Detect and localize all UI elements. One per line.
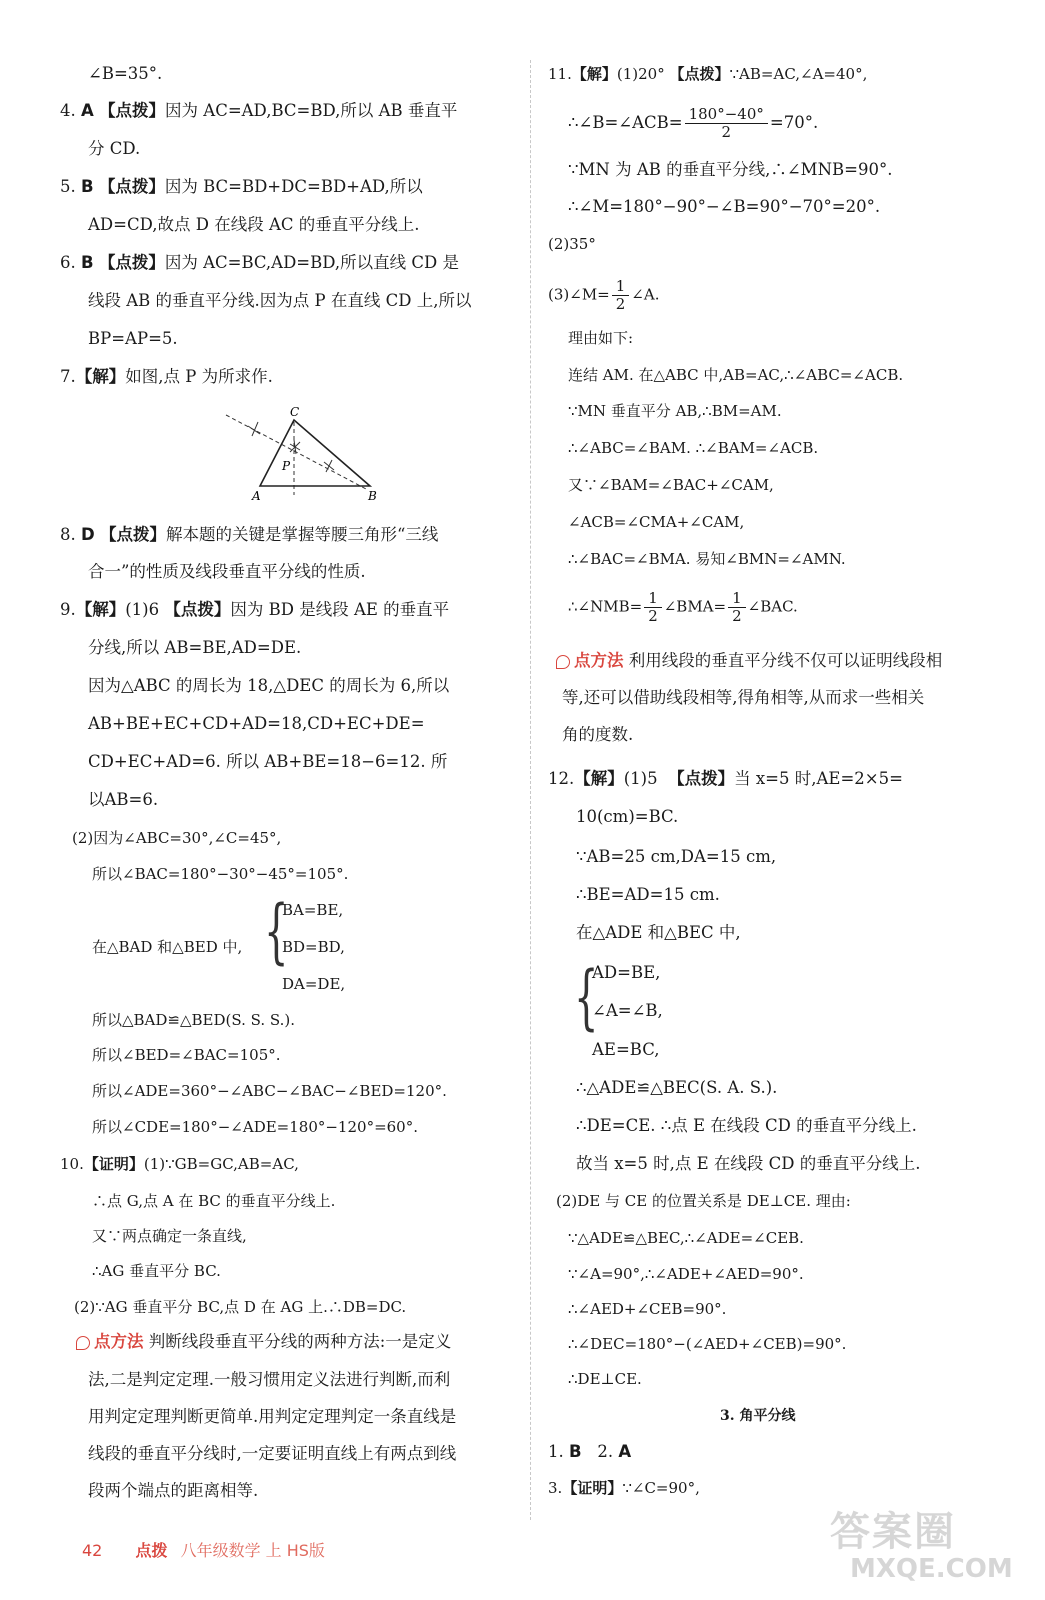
- q12-line: ∴∠DEC=180°−(∠AED+∠CEB)=90°.: [568, 1335, 847, 1353]
- q12-line: ∵∠A=90°,∴∠ADE+∠AED=90°.: [568, 1265, 804, 1283]
- question-4: 4. A 【点拨】因为 AC=AD,BC=BD,所以 AB 垂直平: [60, 101, 458, 120]
- q11-line: 连结 AM. 在△ABC 中,AB=AC,∴∠ABC=∠ACB.: [568, 366, 904, 384]
- q9-line: 所以△BAD≌△BED(S. S. S.).: [92, 1011, 296, 1029]
- q12-part2: (2)DE 与 CE 的位置关系是 DE⊥CE. 理由:: [556, 1192, 851, 1210]
- q9-line: 所以∠CDE=180°−∠ADE=180°−120°=60°.: [92, 1118, 418, 1136]
- question-11: 11.【解】(1)20° 【点拨】∵AB=AC,∠A=40°,: [548, 65, 868, 83]
- q9-line: AB+BE+EC+CD+AD=18,CD+EC+DE=: [88, 714, 425, 733]
- brace: {: [574, 956, 599, 1038]
- q9-line: 分线,所以 AB=BE,AD=DE.: [88, 638, 302, 657]
- condition: BD=BD,: [282, 938, 345, 956]
- question-5: 5. B 【点拨】因为 BC=BD+DC=BD+AD,所以: [60, 177, 423, 196]
- answer-line: ∠B=35°.: [88, 64, 163, 83]
- q9-line: 因为△ABC 的周长为 18,△DEC 的周长为 6,所以: [88, 676, 450, 695]
- q11-part2: (2)35°: [548, 235, 596, 253]
- q9-line: CD+EC+AD=6. 所以 AB+BE=18−6=12. 所: [88, 752, 448, 771]
- condition: AE=BC,: [592, 1040, 660, 1059]
- q12-line: ∴DE=CE. ∴点 E 在线段 CD 的垂直平分线上.: [576, 1116, 917, 1135]
- question-6: 6. B 【点拨】因为 AC=BC,AD=BD,所以直线 CD 是: [60, 253, 459, 272]
- arc-mark: [324, 460, 334, 472]
- q11-line: ∴∠M=180°−90°−∠B=90°−70°=20°.: [568, 197, 881, 216]
- condition: DA=DE,: [282, 975, 346, 993]
- question-6-cont: BP=AP=5.: [88, 329, 178, 348]
- triangle-abc: [260, 420, 370, 486]
- q12-line: 10(cm)=BC.: [576, 807, 679, 826]
- q9-line: 所以∠BED=∠BAC=105°.: [92, 1046, 281, 1064]
- q12-line: ∵△ADE≌△BEC,∴∠ADE=∠CEB.: [568, 1229, 804, 1247]
- question-5-cont: AD=CD,故点 D 在线段 AC 的垂直平分线上.: [88, 215, 420, 234]
- question-12: 12.【解】(1)5 【点拨】当 x=5 时,AE=2×5=: [548, 769, 903, 788]
- q12-line: 故当 x=5 时,点 E 在线段 CD 的垂直平分线上.: [576, 1154, 921, 1173]
- q11-fraction-line: ∴∠B=∠ACB= $\frac{180^\circ-40^\circ}{2}$ =70°.: [568, 105, 819, 141]
- q9-part2: (2)因为∠ABC=30°,∠C=45°,: [72, 829, 282, 847]
- tip-icon: [76, 1336, 90, 1350]
- q10-line: 又∵两点确定一条直线,: [92, 1227, 247, 1245]
- brace: {: [264, 890, 289, 972]
- tip-line: 等,还可以借助线段相等,得角相等,从而求一些相关: [562, 688, 925, 707]
- q11-line: 理由如下:: [568, 329, 634, 347]
- question-4-cont: 分 CD.: [88, 139, 141, 158]
- section-question-3: 3.【证明】∵∠C=90°,: [548, 1479, 700, 1497]
- q9-line: 所以∠ADE=360°−∠ABC−∠BAC−∠BED=120°.: [92, 1082, 447, 1100]
- arc-mark: [248, 422, 260, 436]
- q12-line: ∴BE=AD=15 cm.: [576, 885, 720, 904]
- section-answers: 1. B 2. A: [548, 1442, 632, 1461]
- q12-line: ∴∠AED+∠CEB=90°.: [568, 1300, 727, 1318]
- question-7: 7.【解】如图,点 P 为所求作.: [60, 367, 273, 386]
- section-title: 3. 角平分线: [720, 1408, 796, 1424]
- question-6-cont: 线段 AB 的垂直平分线.因为点 P 在直线 CD 上,所以: [88, 291, 472, 310]
- tip-line: 用判定定理判断更简单.用判定定理判定一条直线是: [88, 1407, 457, 1426]
- question-8: 8. D 【点拨】解本题的关键是掌握等腰三角形“三线: [60, 525, 439, 544]
- q10-line: ∴点 G,点 A 在 BC 的垂直平分线上.: [92, 1192, 336, 1210]
- book-title: 八年级数学 上 HS版: [180, 1541, 325, 1560]
- method-tip: 点方法 利用线段的垂直平分线不仅可以证明线段相: [556, 649, 942, 673]
- tip-line: 线段的垂直平分线时,一定要证明直线上有两点到线: [88, 1444, 457, 1463]
- question-10: 10.【证明】(1)∵GB=GC,AB=AC,: [60, 1155, 299, 1173]
- label-c: C: [290, 405, 300, 419]
- tip-icon: [556, 655, 570, 669]
- q11-line: ∵MN 垂直平分 AB,∴BM=AM.: [568, 402, 782, 420]
- q11-fraction-line: ∴∠NMB= $\frac{1}{2}$ ∠BMA= $\frac{1}{2}$ ∠BAC.: [568, 589, 798, 625]
- condition: AD=BE,: [592, 963, 661, 982]
- q11-line: ∠ACB=∠CMA+∠CAM,: [568, 513, 745, 531]
- q12-line: ∴△ADE≌△BEC(S. A. S.).: [576, 1078, 778, 1097]
- watermark: [830, 1500, 1030, 1600]
- q12-line: 在△ADE 和△BEC 中,: [576, 923, 741, 942]
- perpendicular-bisector-line: [226, 415, 368, 490]
- column-divider: [530, 60, 531, 1520]
- q10-line: ∴AG 垂直平分 BC.: [92, 1262, 221, 1280]
- tip-line: 角的度数.: [562, 725, 634, 744]
- q11-line: ∴∠ABC=∠BAM. ∴∠BAM=∠ACB.: [568, 439, 819, 457]
- tip-line: 法,二是判定定理.一般习惯用定义法进行判断,而利: [88, 1370, 451, 1389]
- method-tip: 点方法 判断线段垂直平分线的两种方法:一是定义: [76, 1330, 451, 1354]
- condition: ∠A=∠B,: [592, 1001, 663, 1020]
- label-p: P: [282, 459, 291, 473]
- q11-part3: (3)∠M= $\frac{1}{2}$ ∠A.: [548, 277, 660, 313]
- q9-line: 在△BAD 和△BED 中,: [92, 938, 243, 956]
- tip-line: 段两个端点的距离相等.: [88, 1481, 259, 1500]
- question-8-cont: 合一”的性质及线段垂直平分线的性质.: [88, 562, 366, 581]
- q12-line: ∵AB=25 cm,DA=15 cm,: [576, 847, 777, 866]
- condition: BA=BE,: [282, 901, 344, 919]
- page-footer: [82, 1538, 325, 1561]
- q12-line: ∴DE⊥CE.: [568, 1370, 642, 1388]
- q10-line: (2)∵AG 垂直平分 BC,点 D 在 AG 上.∴DB=DC.: [74, 1298, 407, 1316]
- q9-line: 所以∠BAC=180°−30°−45°=105°.: [92, 865, 349, 883]
- q9-line: 以AB=6.: [88, 790, 159, 809]
- q11-line: 又∵∠BAM=∠BAC+∠CAM,: [568, 476, 774, 494]
- watermark-stamp: 答案圈: [830, 1509, 956, 1555]
- brand-logo: 点拨: [135, 1541, 168, 1560]
- page-number: 42: [82, 1541, 103, 1560]
- triangle-figure: [220, 400, 410, 505]
- q11-line: ∵MN 为 AB 的垂直平分线,∴∠MNB=90°.: [568, 160, 893, 179]
- watermark-url: MXQE.COM: [850, 1554, 1013, 1584]
- q11-line: ∴∠BAC=∠BMA. 易知∠BMN=∠AMN.: [568, 550, 846, 568]
- label-a: A: [252, 489, 261, 503]
- label-b: B: [368, 489, 377, 503]
- question-9: 9.【解】(1)6 【点拨】因为 BD 是线段 AE 的垂直平: [60, 600, 450, 619]
